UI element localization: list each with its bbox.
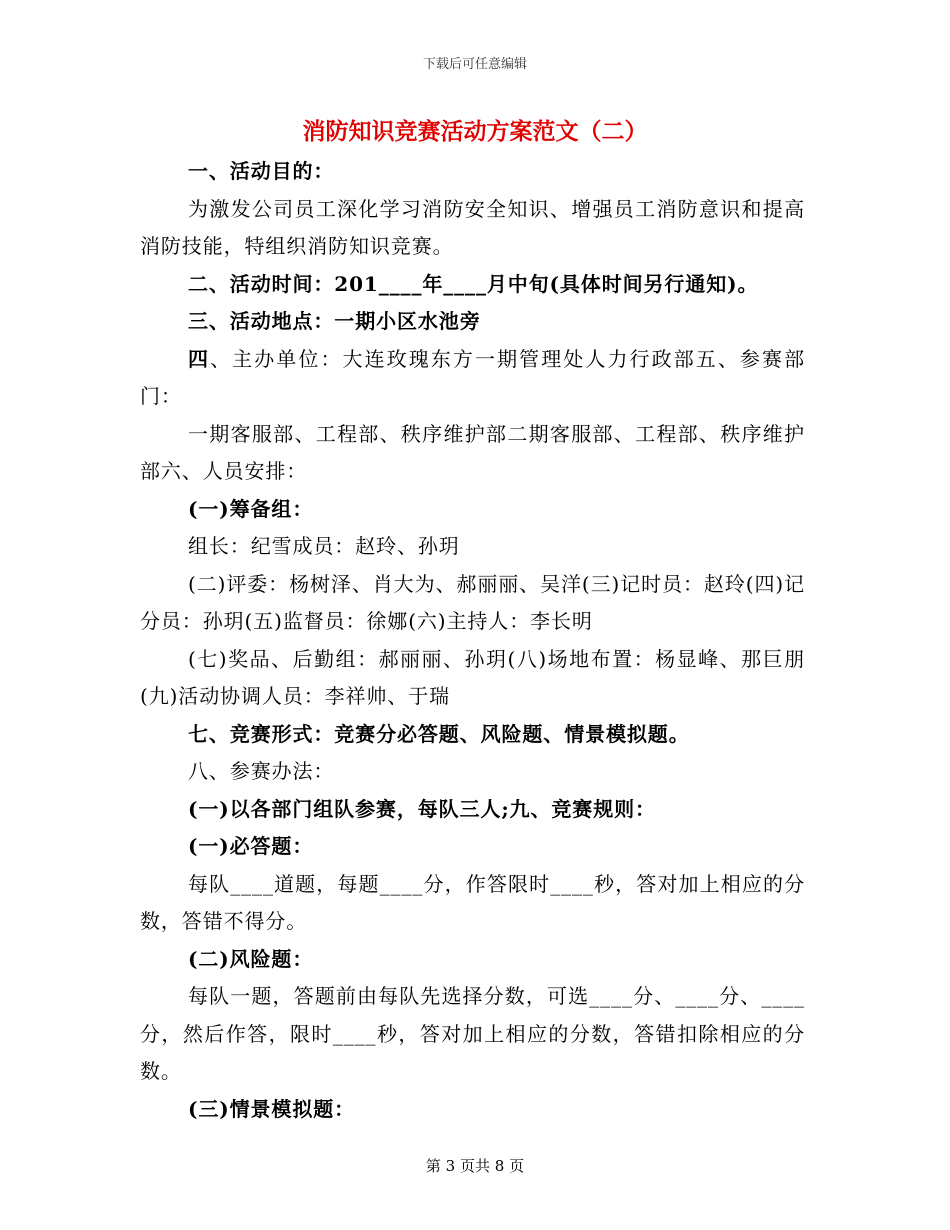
paragraph: (一)筹备组：: [188, 496, 314, 521]
page-header: 下载后可任意编辑: [422, 57, 527, 72]
paragraph: 每队一题，答题前由每队先选择分数，可选____分、____分、____分，然后作答，限时____秒，答对加上相应的分数，答错扣除相应的分数。: [140, 984, 805, 1083]
paragraph: (三)情景模拟题：: [188, 1096, 356, 1121]
paragraph: (二)评委：杨树泽、肖大为、郝丽丽、吴洋(三)记时员：赵玲(四)记分员：孙玥(五)监督员：徐娜(六)主持人：李长明: [140, 571, 805, 633]
paragraph: 为激发公司员工深化学习消防安全知识、增强员工消防意识和提高消防技能，特组织消防知识竞赛。: [140, 196, 805, 258]
paragraph: 七、竞赛形式：竞赛分必答题、风险题、情景模拟题。: [188, 721, 690, 746]
paragraph: 二、活动时间：201____年____月中旬(具体时间另行通知)。: [188, 271, 759, 296]
document-body: [140, 153, 805, 1128]
page-footer: 第 3 页共 8 页: [425, 1157, 525, 1175]
paragraph: 组长：纪雪成员：赵玲、孙玥: [188, 534, 460, 558]
paragraph: 每队____道题，每题____分，作答限时____秒，答对加上相应的分数，答错不得分。: [140, 871, 805, 933]
paragraph: 三、活动地点：一期小区水池旁: [188, 309, 481, 333]
paragraph-lead: 四: [188, 346, 211, 371]
paragraph: (二)风险题：: [188, 946, 314, 971]
paragraph: 一期客服部、工程部、秩序维护部二期客服部、工程部、秩序维护部六、人员安排：: [140, 421, 805, 483]
paragraph: (七)奖品、后勤组：郝丽丽、孙玥(八)场地布置：杨显峰、那巨朋(九)活动协调人员：李祥帅、于瑞: [140, 646, 805, 708]
document-title: 消防知识竞赛活动方案范文（二）: [302, 118, 648, 145]
paragraph: 八、参赛办法：: [188, 759, 335, 783]
paragraph: (一)以各部门组队参赛，每队三人;九、竞赛规则：: [188, 796, 656, 821]
paragraph: 一、活动目的：: [188, 159, 335, 183]
paragraph: 四、主办单位：大连玫瑰东方一期管理处人力行政部五、参赛部门：: [140, 346, 805, 408]
paragraph: (一)必答题：: [188, 834, 314, 858]
